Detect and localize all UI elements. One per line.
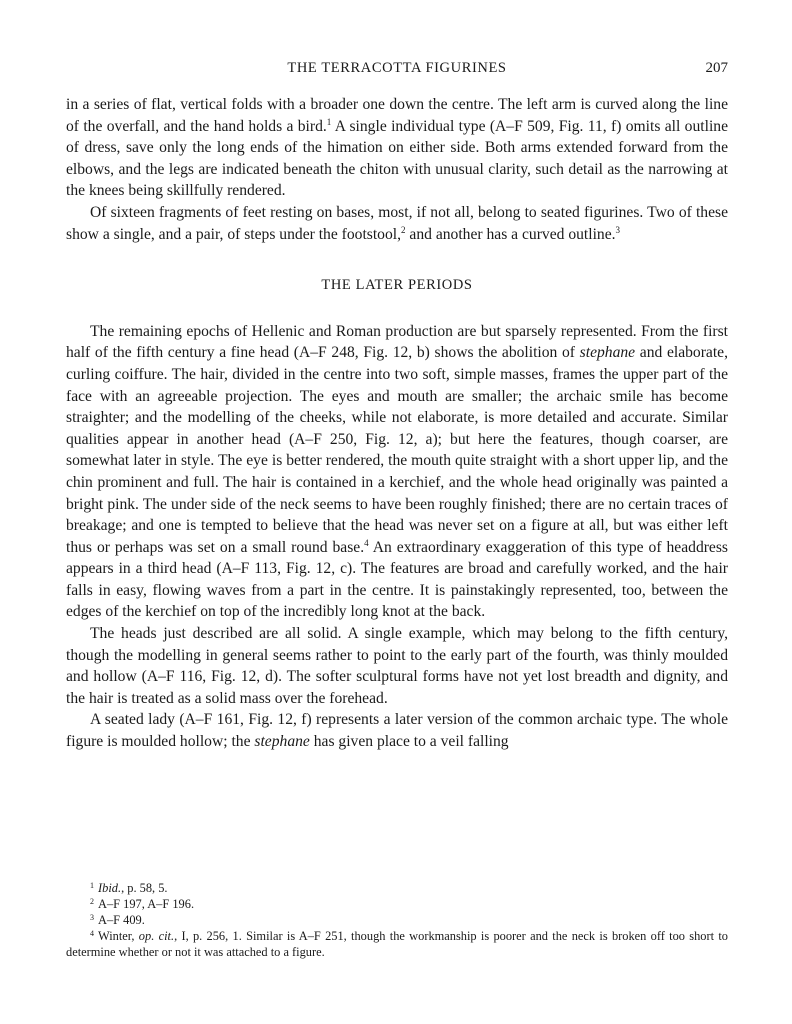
footnote: $^3$ A–F 409.: [90, 913, 145, 927]
paragraph-continued: in a series of flat, vertical folds with a broader one down the centre. The left arm is curved along the line of the overfall, and the hand holds a bird.$^1$ A single individual type (A–F 509, Fig. 11, f) omits all outline of dress, save only the long ends of the himation on either side. Both arms extended forward from the elbows, and the legs are indicated beneath the chiton with unusual clarity, such detail as the narrowing at the knees being skillfully rendered.: [66, 96, 728, 200]
footnote: $^1$ Ibid., p. 58, 5.: [90, 881, 168, 895]
footnote-ref: 2: [401, 224, 406, 235]
paragraph-feet-fragments: Of sixteen fragments of feet resting on bases, most, if not all, belong to seated figurines. Two of these show a single, and a pair, of steps under the footstool,$^2$ and another has a curved outline.$^3$: [66, 203, 728, 243]
section-heading: THE LATER PERIODS: [321, 277, 473, 294]
page-number: 207: [705, 60, 728, 76]
running-header: [66, 60, 728, 84]
main-text: [66, 94, 728, 753]
footnote-ref: 4: [364, 537, 369, 548]
footnote-ref: 3: [615, 224, 621, 235]
footnotes: [66, 880, 728, 960]
footnote: $^2$ A–F 197, A–F 196.: [90, 897, 195, 911]
footnote-ref: 1: [326, 116, 332, 127]
paragraph-later-periods: The remaining epochs of Hellenic and Roman production are but sparsely represented. From the first half of the fifth century a fine head (A–F 248, Fig. 12, b) shows the abolition of stephane and elaborate, curling coiffure. The hair, divided in the centre into two soft, simple masses, frames the upper part of the face with an agreeable projection. The eyes and mouth are smaller; the archaic smile has become straighter; and the modelling of the cheeks, while not elaborate, is more detailed and accurate. Similar qualities appear in another head (A–F 250, Fig. 12, a); but here the features, though coarser, are somewhat later in style. The eye is better rendered, the mouth quite straight with a short upper lip, and the chin prominent and full. The hair is contained in a kerchief, and the whole head originally was painted a bright pink. The under side of the neck seems to have been roughly finished; there are no certain traces of breakage; and one is tempted to believe that the head was never set on a figure at all, but was either left thus or perhaps was set on a small round base.$^4$ An extraordinary exaggeration of this type of headdress appears in a third head (A–F 113, Fig. 12, c). The features are broad and carefully worked, and the hair falls in easy, flowing waves from a part in the centre. It is painstakingly represented, too, between the edges of the kerchief on top of the incredibly long knot at the back.: [66, 322, 728, 621]
footnote: $^4$ Winter, op. cit., I, p. 256, 1. Similar is A–F 251, though the workmanship is poorer and the neck is broken off too short to determine whether or not it was attached to a figure.: [66, 929, 728, 959]
paragraph-seated-lady: A seated lady (A–F 161, Fig. 12, f) represents a later version of the common archaic type. The whole figure is moulded hollow; the stephane has given place to a veil falling: [66, 711, 728, 751]
paragraph-solid-heads: The heads just described are all solid. A single example, which may belong to the fifth century, though the modelling in general seems rather to point to the early part of the fourth, was thinly moulded and hollow (A–F 116, Fig. 12, d). The softer sculptural forms have not yet lost breadth and dignity, and the hair is treated as a solid mass over the forehead.: [66, 625, 728, 707]
running-title: THE TERRACOTTA FIGURINES: [287, 60, 507, 76]
